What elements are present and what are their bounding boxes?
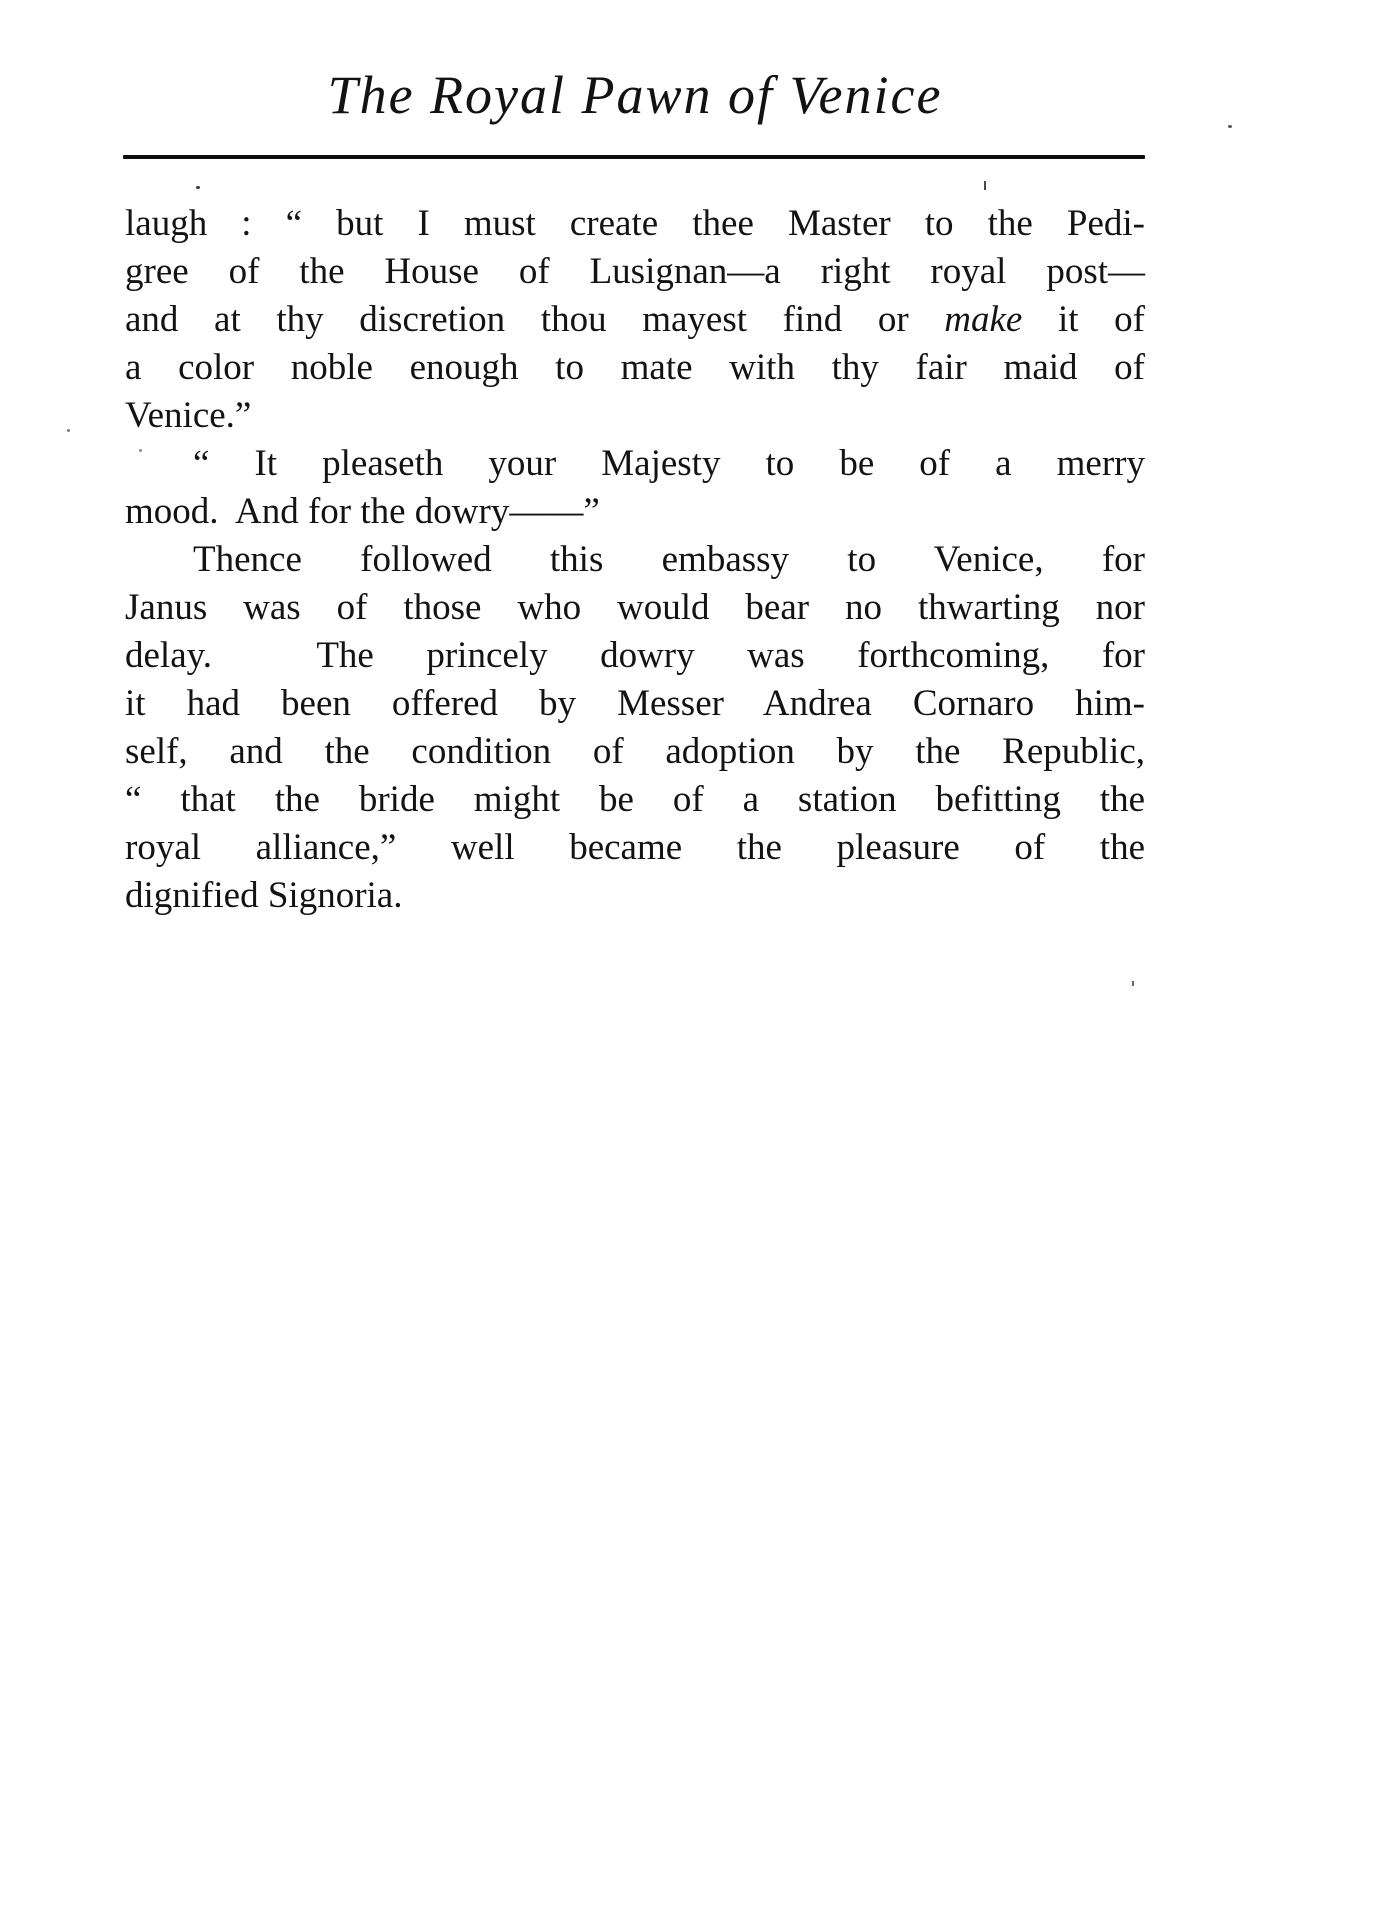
body-text bbox=[125, 200, 1145, 920]
scan-speck bbox=[139, 449, 142, 452]
text-line: a color noble enough to mate with thy fair maid of bbox=[125, 347, 1145, 388]
scan-speck bbox=[1132, 981, 1134, 986]
text-line: Thence followed this embassy to Venice, for bbox=[193, 539, 1145, 580]
paragraph bbox=[125, 536, 1145, 920]
paragraph bbox=[125, 200, 1145, 440]
text-line: mood. And for the dowry——” bbox=[125, 491, 600, 532]
text-line: it had been offered by Messer Andrea Cornaro him- bbox=[125, 683, 1145, 724]
scan-speck bbox=[67, 429, 70, 432]
header-rule bbox=[123, 155, 1145, 159]
text-line: “ It pleaseth your Majesty to be of a merry bbox=[193, 443, 1145, 484]
text-line: self, and the condition of adoption by the Republic, bbox=[125, 731, 1145, 772]
scan-speck bbox=[1228, 125, 1232, 128]
text-line: gree of the House of Lusignan—a right royal post— bbox=[125, 251, 1145, 292]
text-line: Venice.” bbox=[125, 395, 252, 436]
text-line: “ that the bride might be of a station befitting the bbox=[125, 779, 1145, 820]
paragraph bbox=[125, 440, 1145, 536]
text-line: delay. The princely dowry was forthcoming, for bbox=[125, 635, 1145, 676]
page-title: The Royal Pawn of Venice bbox=[327, 65, 943, 125]
text-line: Janus was of those who would bear no thwarting nor bbox=[125, 587, 1145, 628]
text-line: dignified Signoria. bbox=[125, 875, 403, 916]
scan-speck bbox=[196, 186, 200, 189]
text-line: laugh : “ but I must create thee Master to the Pedi- bbox=[125, 203, 1145, 244]
text-line: royal alliance,” well became the pleasure of the bbox=[125, 827, 1145, 868]
scan-speck bbox=[984, 181, 986, 190]
text-line: and at thy discretion thou mayest find or make it of bbox=[125, 299, 1145, 340]
